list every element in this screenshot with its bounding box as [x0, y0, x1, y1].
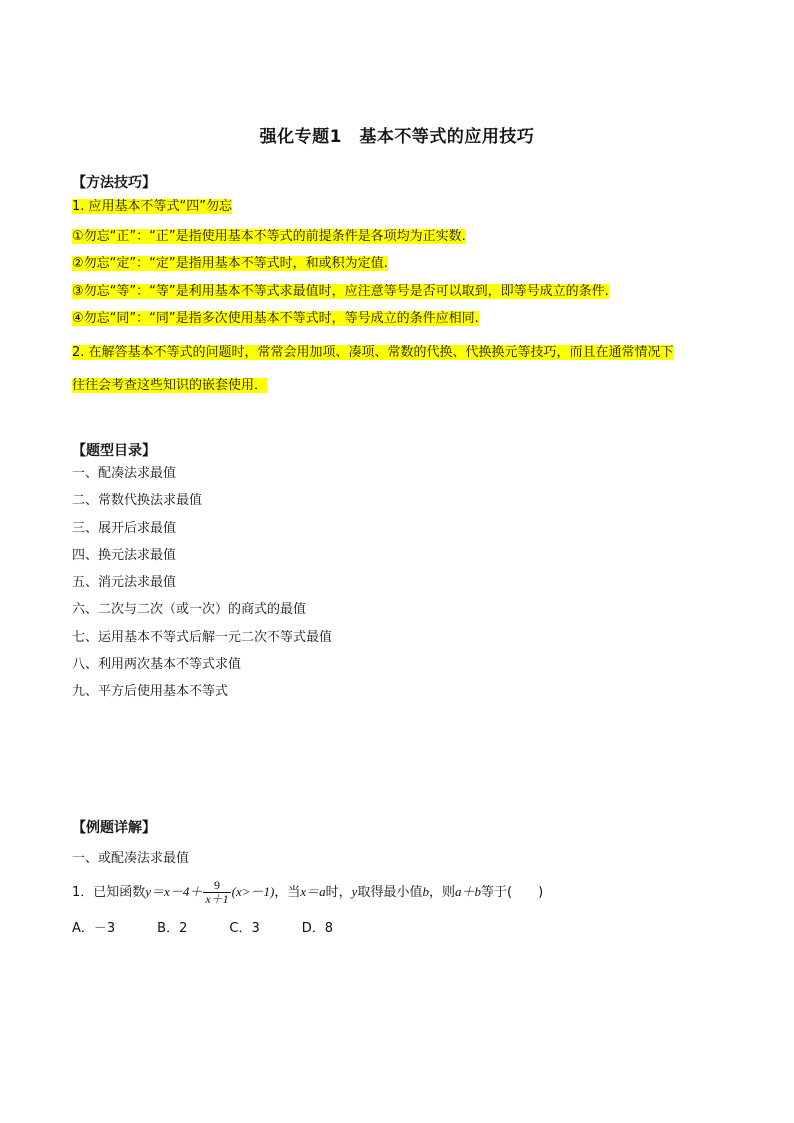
- q1-prefix: 1．已知函数: [72, 885, 146, 900]
- toc-heading: 【题型目录】: [72, 443, 156, 459]
- q1-text: ，当: [274, 885, 301, 900]
- option-d: D．8: [301, 921, 334, 936]
- toc-item: 七、运用基本不等式后解一元二次不等式最值: [72, 630, 333, 645]
- q1-func: y＝x－4＋: [145, 884, 203, 899]
- q1-options: [72, 917, 375, 936]
- q1-fraction: [203, 879, 230, 906]
- examples-subheading: 一、或配凑法求最值: [72, 851, 190, 866]
- method-item: ②勿忘“定”：“定”是指用基本不等式时，和或积为定值.: [72, 256, 388, 271]
- q1-var-b: b: [422, 884, 429, 899]
- methods-note-line2: 往往会考查这些知识的嵌套使用．: [72, 378, 268, 393]
- toc-item: 九、平方后使用基本不等式: [72, 684, 229, 699]
- toc-item: 三、展开后求最值: [72, 521, 177, 536]
- toc-item: 六、二次与二次（或一次）的商式的最值: [72, 602, 307, 617]
- q1-text: ，则: [428, 885, 455, 900]
- toc-item: 五、消元法求最值: [72, 575, 177, 590]
- q1-var-y: y: [351, 884, 358, 899]
- toc-item: 四、换元法求最值: [72, 548, 177, 563]
- methods-note-line1: 2. 在解答基本不等式的问题时，常常会用加项、凑项、常数的代换、代换换元等技巧，而且在通常情况下: [72, 345, 674, 360]
- method-item: ④勿忘“同”：“同”是指多次使用基本不等式时，等号成立的条件应相同.: [72, 311, 479, 326]
- option-b: B．2: [157, 921, 188, 936]
- page-title: 强化专题1 基本不等式的应用技巧: [259, 127, 535, 147]
- methods-intro: 1. 应用基本不等式“四”勿忘: [72, 199, 233, 214]
- question-1: [72, 872, 543, 913]
- q1-cond: x＝a: [300, 884, 326, 899]
- option-a: A．－3: [72, 921, 116, 936]
- q1-text: 取得最小值: [357, 885, 423, 900]
- toc-item: 一、配凑法求最值: [72, 466, 177, 481]
- option-c: C．3: [229, 921, 260, 936]
- method-item: ①勿忘“正”：“正”是指使用基本不等式的前提条件是各项均为正实数.: [72, 229, 466, 244]
- toc-item: 八、利用两次基本不等式求值: [72, 657, 242, 672]
- q1-text: 时，: [325, 885, 352, 900]
- q1-domain: (x>－1): [231, 884, 275, 899]
- method-item: ③勿忘“等”：“等”是利用基本不等式求最值时，应注意等号是否可以取到，即等号成立的条件.: [72, 284, 609, 299]
- q1-suffix: 等于( ): [481, 885, 544, 900]
- methods-heading: 【方法技巧】: [72, 175, 156, 191]
- examples-heading: 【例题详解】: [72, 820, 156, 836]
- q1-frac-num: 9: [203, 879, 230, 893]
- q1-frac-den: x＋1: [205, 892, 229, 906]
- q1-sum: a＋b: [454, 884, 481, 899]
- toc-item: 二、常数代换法求最值: [72, 493, 203, 508]
